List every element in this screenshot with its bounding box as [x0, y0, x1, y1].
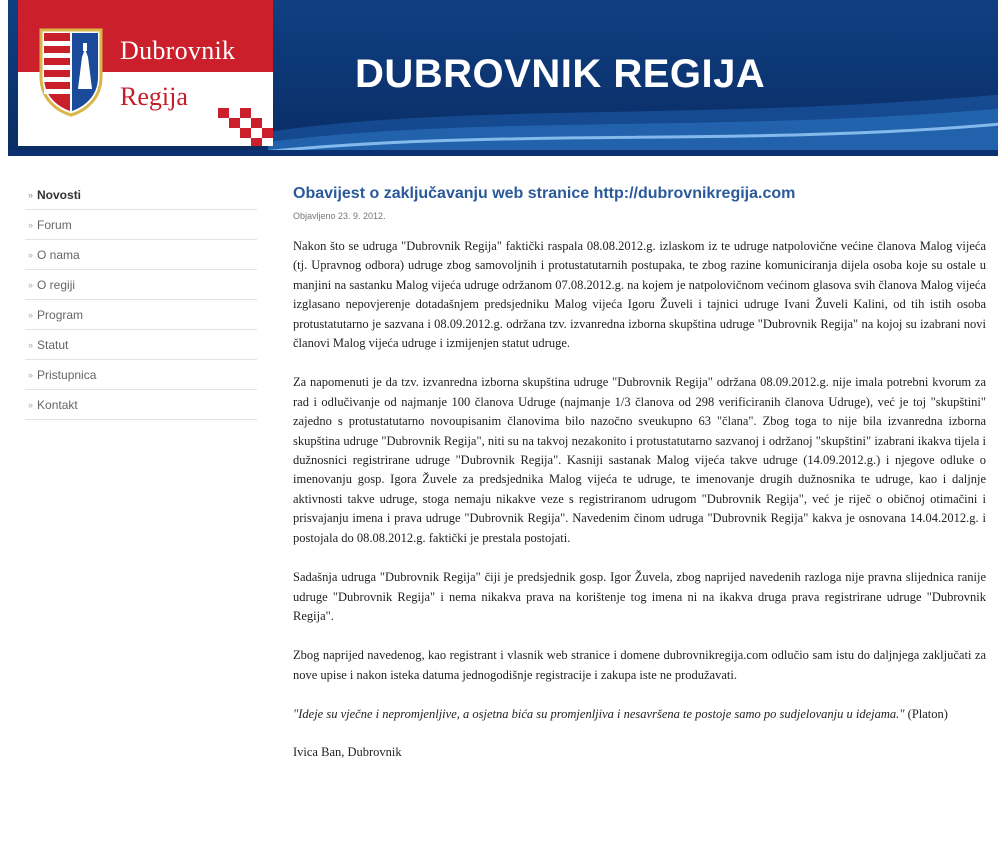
- sidebar-nav: [25, 180, 257, 420]
- quote-author: (Platon): [904, 707, 948, 722]
- article-paragraph: Sadašnja udruga "Dubrovnik Regija" čiji je predsjednik gosp. Igor Žuvela, zbog naprijed navedenih razloga nije pravna slijednica ranije udruge "Dubrovnik Regija" i nema nikakva prava na korištenje tog imena ni na ikakva druga prava registrirane udruge "Dubrovnik Regija".: [293, 570, 986, 623]
- logo-text-regija: Regija: [120, 82, 188, 111]
- sidebar-item-o-regiji[interactable]: [25, 270, 257, 300]
- checkerboard-decoration: [218, 108, 273, 146]
- sidebar-item-program[interactable]: [25, 300, 257, 330]
- sidebar-item-label: Kontakt: [37, 397, 78, 412]
- article: [293, 181, 986, 760]
- sidebar-item-label: Pristupnica: [37, 367, 97, 382]
- bullet-icon: »: [28, 399, 34, 410]
- bullet-icon: »: [28, 369, 34, 380]
- sidebar-item-kontakt[interactable]: [25, 390, 257, 420]
- article-date: Objavljeno 23. 9. 2012.: [293, 211, 386, 221]
- quote-text: "Ideje su vječne i nepromjenljive, a osjetna bića su promjenljiva i nesavršena te postoje samo po sudjelovanju u idejama.": [293, 707, 905, 722]
- site-header: [8, 0, 998, 154]
- sidebar-item-label: Statut: [37, 337, 69, 352]
- sidebar-item-pristupnica[interactable]: [25, 360, 257, 390]
- coat-of-arms-icon: [38, 27, 104, 117]
- sidebar-item-statut[interactable]: [25, 330, 257, 360]
- bullet-icon: »: [28, 189, 34, 200]
- site-title: DUBROVNIK REGIJA: [355, 52, 766, 96]
- sidebar-item-forum[interactable]: [25, 210, 257, 240]
- bullet-icon: »: [28, 279, 34, 290]
- bullet-icon: »: [28, 249, 34, 260]
- sidebar-item-label: Program: [37, 307, 84, 322]
- bullet-icon: »: [28, 309, 34, 320]
- article-title[interactable]: Obavijest o zaključavanju web stranice http://dubrovnikregija.com: [293, 185, 796, 202]
- logo-text-dubrovnik: Dubrovnik: [120, 36, 236, 65]
- article-paragraph: Zbog naprijed navedenog, kao registrant i vlasnik web stranice i domene dubrovnikregija.com odlučio sam istu do daljnjega zaključati za nove upise i nakon isteka datuma jednogodišnje registracije i zakupa iste ne produžavati.: [293, 648, 986, 682]
- bullet-icon: »: [28, 219, 34, 230]
- sidebar-item-o-nama[interactable]: [25, 240, 257, 270]
- header-wave-decoration: [268, 92, 998, 154]
- bullet-icon: »: [28, 339, 34, 350]
- sidebar-item-label: O nama: [37, 247, 80, 262]
- sidebar-item-label: O regiji: [37, 277, 76, 292]
- article-paragraph: Za napomenuti je da tzv. izvanredna izborna skupština udruge "Dubrovnik Regija" održana 08.09.2012.g. nije imala potrebni kvorum za rad i odlučivanje od najmanje 100 članova Udruge (najmanje 1/3 članova od 298 verificiranih članova Udruge), već je toj "skupštini" zajedno s protustatutarno novoupisanim članovima bilo nazočno sveukupno 63 "člana". Zbog toga to nije bila izvanredna izborna skupština udruge "Dubrovnik Regija", niti su na takvoj nezakonito i protustatutarno sazvanoj i održanoj "skupštini" izabrani ikakva tijela i dužnosnici registrirane udruge "Dubrovnik Regija". Kasniji sastanak Malog vijeća takve udruge (14.09.2012.g.) i njegove odluke o imenovanju gosp. Igora Žuvele za predsjednika Malog vijeća te udruge, te imenovanje drugih dužnosnika te udruge, kao i daljnje aktivnosti takve udruge, stoga nemaju nikakve veze s registriranom udrugom "Dubrovnik Regija", već je riječ o običnoj otimačini i prisvajanju imena i prava udruge "Dubrovnik Regija". Navedenim činom udruga "Dubrovnik Regija" kakva je osnovana 14.04.2012.g. i postojala do 08.08.2012.g. faktički je prestala postojati.: [293, 375, 986, 545]
- sidebar-item-novosti[interactable]: [25, 180, 257, 210]
- article-quote: [293, 705, 986, 724]
- article-paragraph: Nakon što se udruga "Dubrovnik Regija" faktički raspala 08.08.2012.g. izlaskom iz te udruge natpolovične većine članova Malog vijeća (tj. Upravnog odbora) udruge zbog samovoljnih i protustatutarnih postupaka, te zbog razine komuniciranja dijela osoba koje su ostale u manjini na sastanku Malog vijeća udruge održanom 07.08.2012.g. na kojem je natpolovičnom većinom glasova svih članova Malog vijeća izglasano nepovjerenje dotadašnjem predsjedniku Malog vijeća Igoru Žuveli i tajnici udruge Ivani Žuveli Kalini, od tih istih osoba protustatutarno je sazvana i 08.09.2012.g. održana tzv. izvanredna izborna skupština udruge "Dubrovnik Regija" na kojoj su izabrani novi članovi Malog vijeća udruge i izmijenjen statut udruge.: [293, 239, 986, 351]
- header-bottom-strip: [8, 150, 998, 156]
- sidebar-item-label: Forum: [37, 217, 72, 232]
- sidebar-item-label: Novosti: [37, 187, 82, 202]
- site-logo[interactable]: [18, 0, 273, 146]
- article-signature: Ivica Ban, Dubrovnik: [293, 744, 402, 759]
